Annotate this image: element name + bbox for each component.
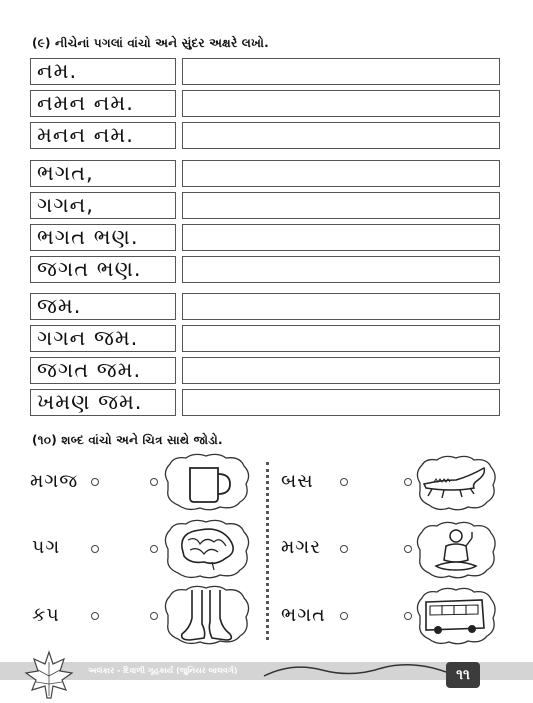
match-dot-picture-2[interactable] <box>150 545 158 553</box>
match-word-kap: કપ <box>32 604 60 626</box>
match-word-magar: મગર <box>281 536 322 558</box>
practice-row <box>30 325 500 354</box>
cup-picture <box>160 452 252 512</box>
practice-word: ખમણ જમ. <box>30 389 176 416</box>
exercise-10-heading: (૧૦) શબ્દ વાંચો અને ચિત્ર સાથે જોડો. <box>32 433 223 447</box>
writing-box[interactable] <box>182 325 500 352</box>
match-dot-word-6[interactable] <box>340 612 348 620</box>
practice-word: જગત જમ. <box>30 357 176 384</box>
match-dot-word-4[interactable] <box>340 478 348 486</box>
rope-decoration <box>262 658 452 684</box>
match-dot-word-5[interactable] <box>340 545 348 553</box>
match-word-magaj: મગજ <box>30 470 79 492</box>
footer-title: અલંકાર - દિવાળી ગૃહકાર્ય (જુનિયર બાલવર્ગ) <box>88 666 238 675</box>
writing-box[interactable] <box>182 122 500 149</box>
practice-word: નમન નમ. <box>30 90 176 117</box>
match-dot-word-3[interactable] <box>91 612 99 620</box>
writing-box[interactable] <box>182 224 500 251</box>
practice-word: નમ. <box>30 58 176 85</box>
feet-picture <box>160 584 252 646</box>
practice-row <box>30 256 500 285</box>
writing-box[interactable] <box>182 58 500 85</box>
practice-row <box>30 90 500 119</box>
writing-box[interactable] <box>182 389 500 416</box>
writing-box[interactable] <box>182 90 500 117</box>
practice-row <box>30 160 500 189</box>
practice-row <box>30 192 500 221</box>
match-dot-word-2[interactable] <box>91 545 99 553</box>
match-dot-picture-6[interactable] <box>404 612 412 620</box>
practice-word: જગત ભણ. <box>30 256 176 283</box>
practice-row <box>30 122 500 151</box>
writing-box[interactable] <box>182 357 500 384</box>
practice-group-2 <box>30 160 500 288</box>
writing-box[interactable] <box>182 293 500 320</box>
practice-group-1 <box>30 58 500 154</box>
practice-word: ગગન, <box>30 192 176 219</box>
exercise-9-heading: (૯) નીચેનાં પગલાં વાંચો અને સુંદર અક્ષરે લખો. <box>32 36 269 50</box>
bus-picture <box>412 586 498 646</box>
practice-word: ગગન જમ. <box>30 325 176 352</box>
match-dot-picture-5[interactable] <box>404 545 412 553</box>
practice-word: જમ. <box>30 293 176 320</box>
page-number-badge: ૧૧ <box>446 662 480 688</box>
writing-box[interactable] <box>182 160 500 187</box>
practice-word: ભગત, <box>30 160 176 187</box>
match-word-bas: બસ <box>281 470 314 492</box>
holy-man-picture <box>412 520 498 580</box>
match-word-bhagat: ભગત <box>281 604 326 626</box>
practice-group-3 <box>30 293 500 421</box>
column-divider <box>266 462 269 640</box>
match-dot-picture-3[interactable] <box>150 612 158 620</box>
writing-box[interactable] <box>182 192 500 219</box>
maple-leaf-icon <box>22 650 76 700</box>
practice-word: મનન નમ. <box>30 122 176 149</box>
match-dot-picture-4[interactable] <box>404 478 412 486</box>
practice-word: ભગત ભણ. <box>30 224 176 251</box>
practice-row <box>30 58 500 87</box>
practice-row <box>30 357 500 386</box>
practice-row <box>30 293 500 322</box>
practice-row <box>30 224 500 253</box>
practice-row <box>30 389 500 418</box>
writing-box[interactable] <box>182 256 500 283</box>
brain-picture <box>160 518 252 580</box>
match-dot-picture-1[interactable] <box>150 478 158 486</box>
crocodile-picture <box>412 454 498 512</box>
match-dot-word-1[interactable] <box>91 478 99 486</box>
match-word-pag: પગ <box>32 536 61 558</box>
